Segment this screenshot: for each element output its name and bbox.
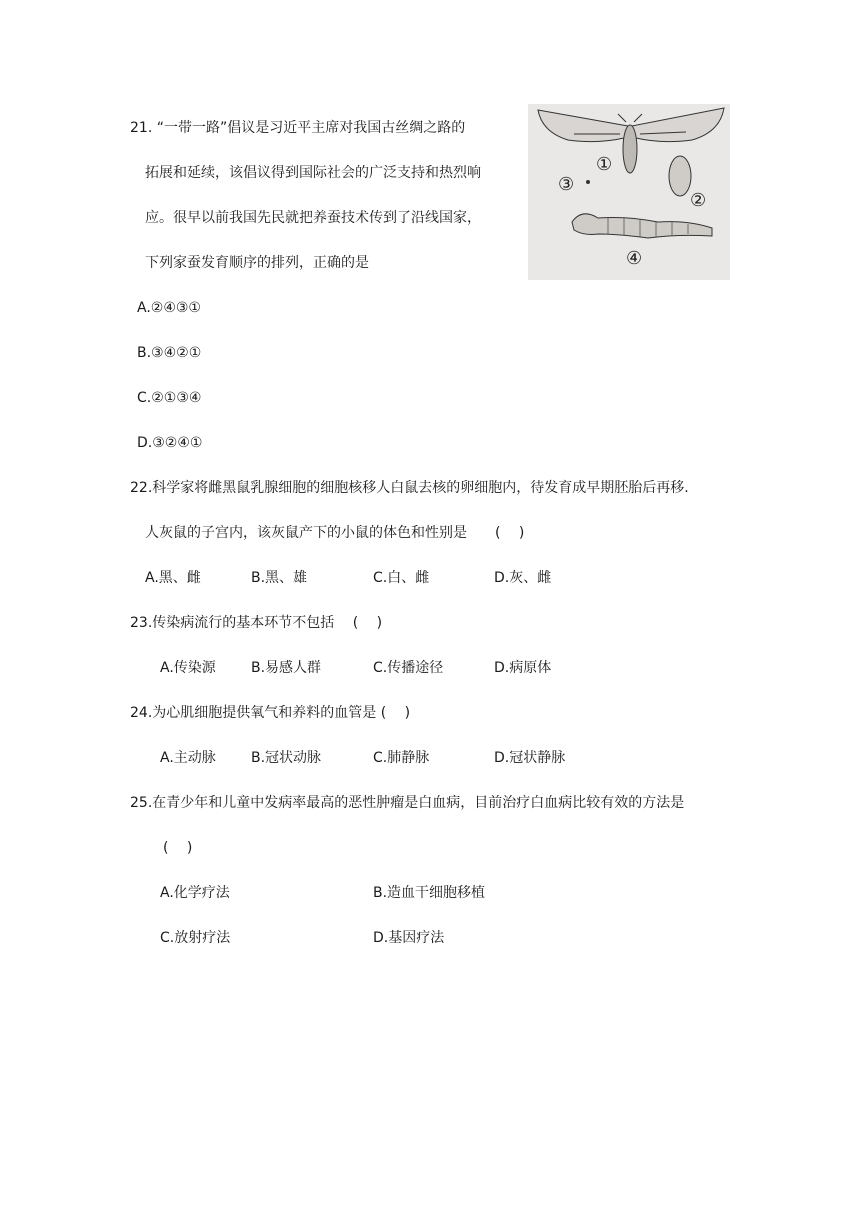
q22-stem-line-2: 人灰鼠的子宫内，该灰鼠产下的小鼠的体色和性别是 ( ) bbox=[145, 525, 525, 541]
q22-option-c[interactable]: C.白、雌 bbox=[373, 570, 430, 586]
moth-illustration bbox=[538, 108, 724, 173]
q25-stem: 25.在青少年和儿童中发病率最高的恶性肿瘤是白血病，目前治疗白血病比较有效的方法是 bbox=[130, 795, 685, 811]
q23-option-d[interactable]: D.病原体 bbox=[494, 660, 552, 676]
silkworm-lifecycle-figure bbox=[528, 104, 730, 280]
q25-answer-paren: ( ) bbox=[163, 840, 193, 856]
q25-option-c[interactable]: C.放射疗法 bbox=[160, 930, 231, 946]
q21-option-b[interactable]: B.③④②① bbox=[137, 345, 202, 361]
q21-stem-line-3: 应。很早以前我国先民就把养蚕技术传到了沿线国家， bbox=[145, 210, 481, 226]
q23-option-a[interactable]: A.传染源 bbox=[160, 660, 216, 676]
q25-option-a[interactable]: A.化学疗法 bbox=[160, 885, 230, 901]
larva-illustration bbox=[572, 214, 712, 238]
q23-stem: 23.传染病流行的基本环节不包括 ( ) bbox=[130, 615, 383, 631]
figure-label-3: ③ bbox=[558, 174, 575, 195]
q21-option-c[interactable]: C.②①③④ bbox=[137, 390, 202, 406]
figure-label-1: ① bbox=[596, 154, 613, 175]
q21-stem-line-2: 拓展和延续，该倡议得到国际社会的广泛支持和热烈响 bbox=[145, 165, 481, 181]
q23-option-c[interactable]: C.传播途径 bbox=[373, 660, 444, 676]
figure-label-4: ④ bbox=[626, 248, 643, 269]
q22-option-b[interactable]: B.黑、雄 bbox=[251, 570, 308, 586]
q21-option-d[interactable]: D.③②④① bbox=[137, 435, 203, 451]
q21-stem-line-4: 下列家蚕发育顺序的排列，正确的是 bbox=[145, 255, 369, 271]
q24-option-c[interactable]: C.肺静脉 bbox=[373, 750, 430, 766]
q23-option-b[interactable]: B.易感人群 bbox=[251, 660, 322, 676]
q22-option-a[interactable]: A.黑、雌 bbox=[145, 570, 201, 586]
q21-stem-line-1: 21. “一带一路”倡议是习近平主席对我国古丝绸之路的 bbox=[130, 120, 466, 136]
q25-option-d[interactable]: D.基因疗法 bbox=[373, 930, 445, 946]
q24-stem: 24.为心肌细胞提供氧气和养料的血管是 ( ) bbox=[130, 705, 411, 721]
q24-option-b[interactable]: B.冠状动脉 bbox=[251, 750, 322, 766]
egg-illustration bbox=[586, 180, 590, 184]
q22-option-d[interactable]: D.灰、雌 bbox=[494, 570, 552, 586]
q24-option-d[interactable]: D.冠状静脉 bbox=[494, 750, 566, 766]
q25-option-b[interactable]: B.造血干细胞移植 bbox=[373, 885, 486, 901]
cocoon-illustration bbox=[669, 156, 691, 196]
figure-label-2: ② bbox=[690, 190, 707, 211]
q22-stem-line-1: 22.科学家将雌黑鼠乳腺细胞的细胞核移人白鼠去核的卵细胞内，待发育成早期胚胎后再移. bbox=[130, 480, 689, 496]
q21-option-a[interactable]: A.②④③① bbox=[137, 300, 201, 316]
q24-option-a[interactable]: A.主动脉 bbox=[160, 750, 216, 766]
